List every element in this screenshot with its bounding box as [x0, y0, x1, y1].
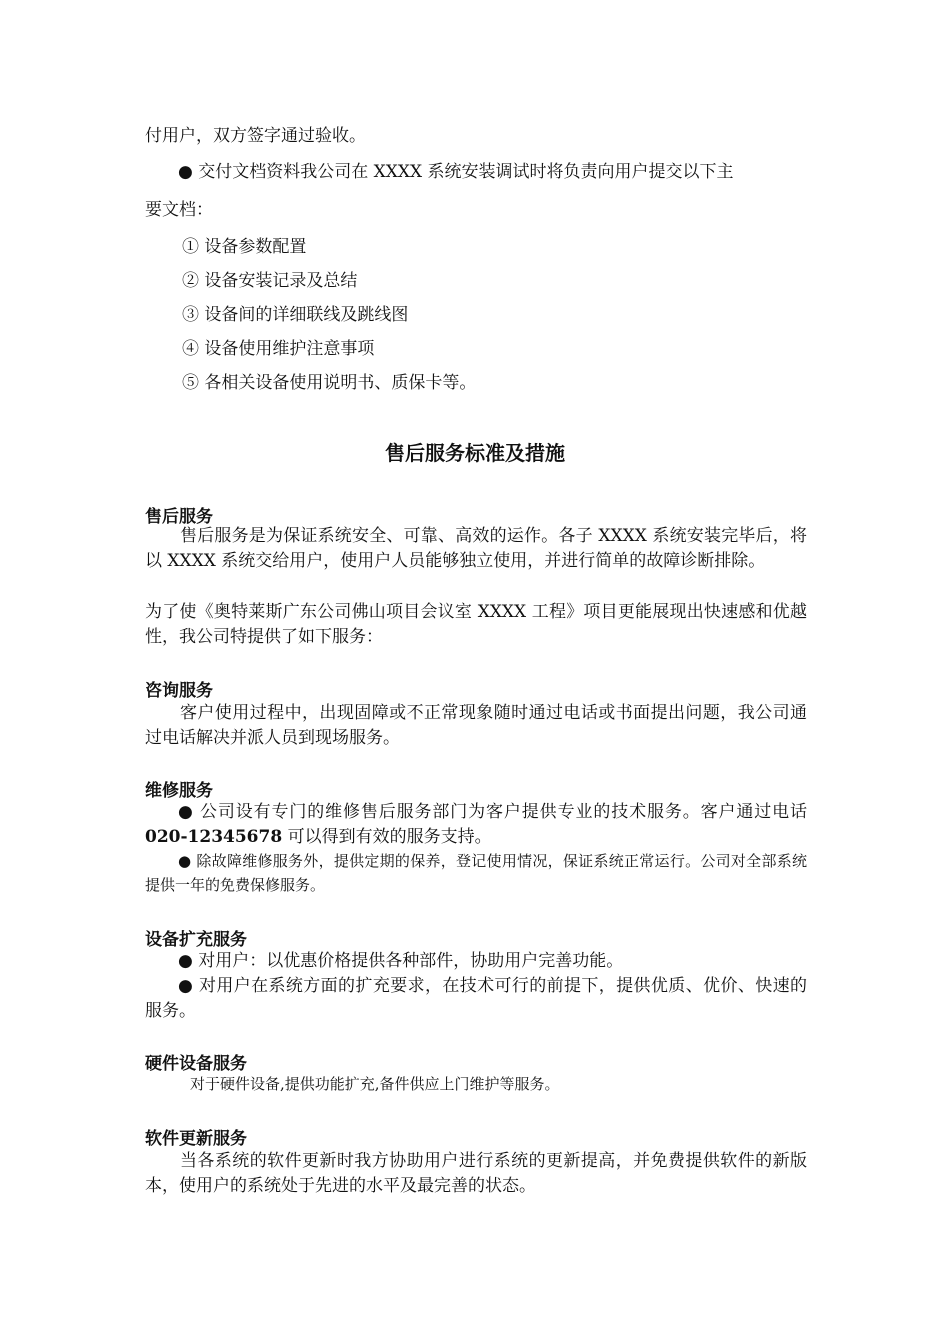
section-heading-after-sales: 售后服务: [145, 507, 213, 527]
expand-bullet-1: ● 对用户：以优惠价格提供各种部件，协助用户完善功能。: [178, 951, 624, 971]
expand-bullet-2: ● 对用户在系统方面的扩充要求，在技术可行的前提下，提供优质、优价、快速的服务。: [145, 976, 807, 1021]
doc-item: ② 设备安装记录及总结: [182, 271, 358, 291]
doc-item: ⑤ 各相关设备使用说明书、质保卡等。: [182, 373, 477, 393]
doc-item: ① 设备参数配置: [182, 237, 307, 257]
service-phone-number: 020-12345678: [145, 827, 283, 847]
section-heading-expand: 设备扩充服务: [145, 930, 247, 950]
repair-bullet-2: ● 除故障维修服务外，提供定期的保养，登记使用情况，保证系统正常运行。公司对全部系统提供一年的免费保修服务。: [145, 852, 807, 894]
consult-paragraph: 客户使用过程中，出现固障或不正常现象随时通过电话或书面提出问题，我公司通过电话解决并派人员到现场服务。: [145, 703, 807, 748]
docs-bullet: ● 交付文档资料我公司在 XXXX 系统安装调试时将负责向用户提交以下主: [178, 162, 734, 182]
hardware-paragraph: 对于硬件设备,提供功能扩充,备件供应上门维护等服务。: [190, 1075, 560, 1093]
software-paragraph: 当各系统的软件更新时我方协助用户进行系统的更新提高，并免费提供软件的新版本，使用户的系统处于先进的水平及最完善的状态。: [145, 1151, 807, 1196]
docs-bullet-continuation: 要文档：: [145, 200, 213, 220]
doc-item: ④ 设备使用维护注意事项: [182, 339, 375, 359]
doc-item: ③ 设备间的详细联线及跳线图: [182, 305, 409, 325]
section-heading-software: 软件更新服务: [145, 1129, 247, 1149]
section-heading-repair: 维修服务: [145, 781, 213, 801]
repair-bullet-1: [145, 800, 807, 850]
page-title: 售后服务标准及措施: [385, 441, 565, 465]
after-sales-paragraph: 售后服务是为保证系统安全、可靠、高效的运作。各子 XXXX 系统安装完毕后，将以 XXXX 系统交给用户，使用户人员能够独立使用，并进行简单的故障诊断排除。: [145, 526, 807, 571]
repair-bullet-1-text: ● 公司设有专门的维修售后服务部门为客户提供专业的技术服务。客户通过电话: [178, 802, 807, 822]
section-heading-hardware: 硬件设备服务: [145, 1054, 247, 1074]
section-heading-consult: 咨询服务: [145, 681, 213, 701]
intro-line: 付用户，双方签字通过验收。: [145, 126, 366, 146]
repair-bullet-1-text-end: 可以得到有效的服务支持。: [282, 827, 492, 847]
after-sales-paragraph-2: 为了使《奥特莱斯广东公司佛山项目会议室 XXXX 工程》项目更能展现出快速感和优越性，我公司特提供了如下服务：: [145, 602, 807, 647]
